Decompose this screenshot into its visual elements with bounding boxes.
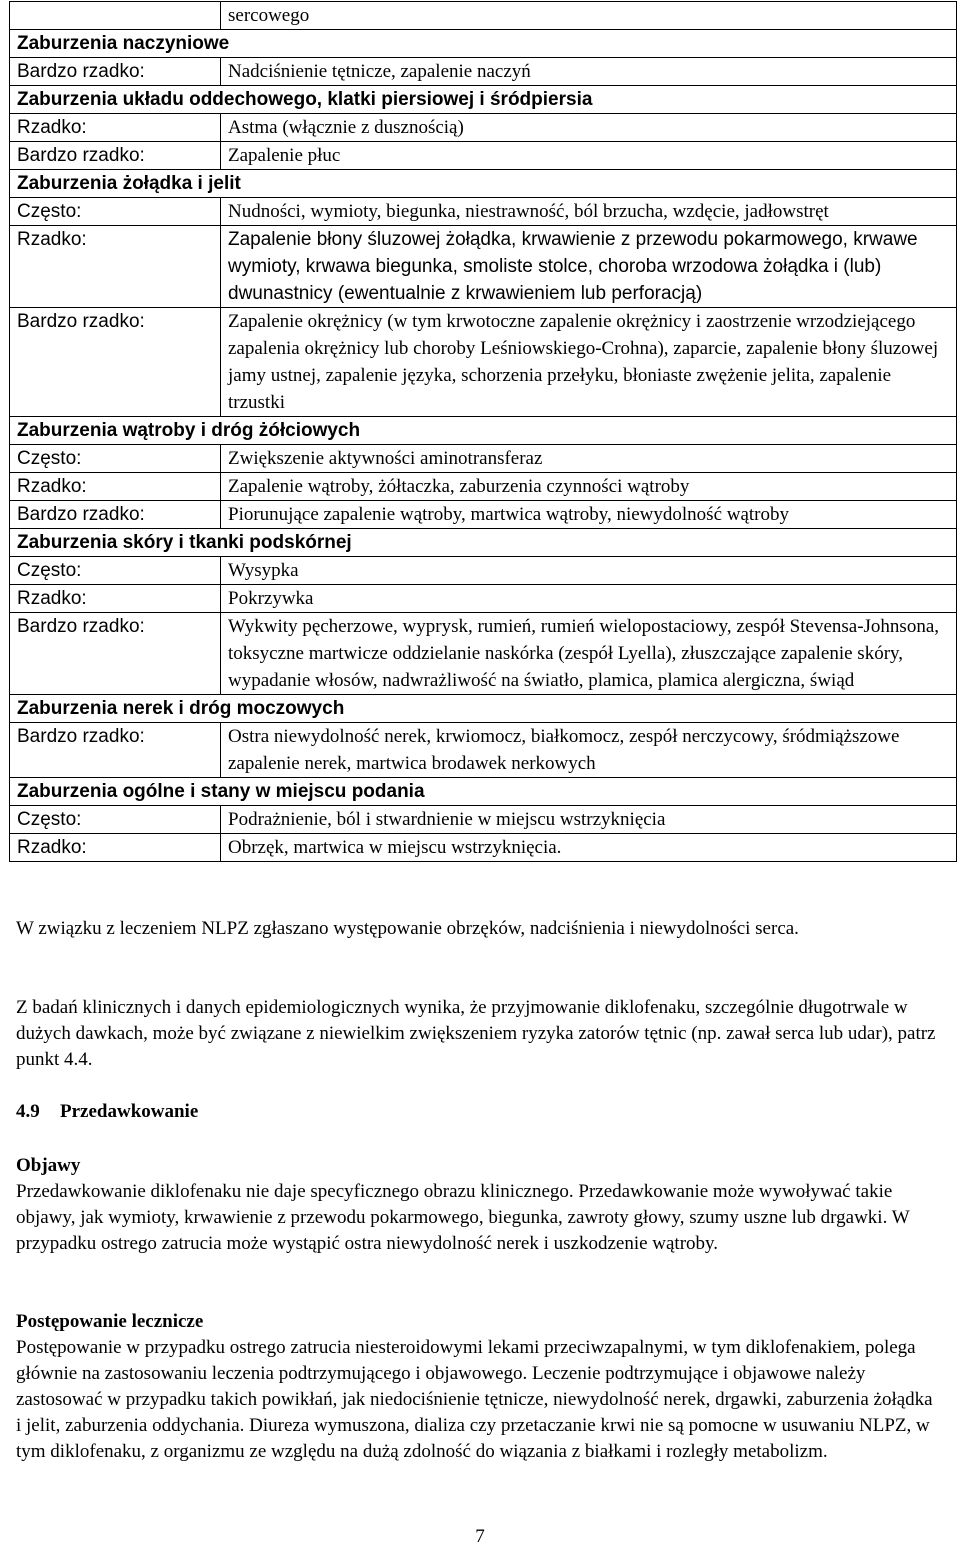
effect-description-cell: Astma (włącznie z dusznością) [221,114,957,142]
table-row [10,2,957,30]
frequency-cell: Rzadko: [10,585,221,613]
effect-description-cell: Podrażnienie, ból i stwardnienie w miejscu wstrzyknięcia [221,806,957,834]
effect-description-cell: Nadciśnienie tętnicze, zapalenie naczyń [221,58,957,86]
table-row-heading [10,170,957,198]
table-row [10,473,957,501]
frequency-cell: Rzadko: [10,226,221,308]
effect-description-cell: Obrzęk, martwica w miejscu wstrzyknięcia. [221,834,957,862]
frequency-cell: Rzadko: [10,473,221,501]
table-row-heading [10,417,957,445]
table-row-heading [10,778,957,806]
table-row [10,806,957,834]
system-organ-class-heading: Zaburzenia układu oddechowego, klatki piersiowej i śródpiersia [10,86,957,114]
frequency-cell: Bardzo rzadko: [10,501,221,529]
effect-description-cell: Wysypka [221,557,957,585]
frequency-cell: Bardzo rzadko: [10,613,221,695]
frequency-cell: Bardzo rzadko: [10,142,221,170]
effect-description-cell: Ostra niewydolność nerek, krwiomocz, białkomocz, zespół nerczycowy, śródmiąższowe zapalenie nerek, martwica brodawek nerkowych [221,723,957,778]
table-row [10,613,957,695]
effect-description-cell: Zapalenie okrężnicy (w tym krwotoczne zapalenie okrężnicy i zaostrzenie wrzodziejącego zapalenia okrężnicy lub choroby Leśniowskiego-Crohna), zaparcie, zapalenie błony śluzowej jamy ustnej, zapalenie języka, schorzenia przełyku, błoniaste zwężenie jelita, zapalenie trzustki [221,308,957,417]
effect-description-cell: Zapalenie płuc [221,142,957,170]
effect-description-cell: Zwiększenie aktywności aminotransferaz [221,445,957,473]
adverse-effects-table [9,1,957,862]
table-row-heading [10,86,957,114]
section-heading-overdose [16,1099,198,1125]
table-row [10,142,957,170]
table-row [10,308,957,417]
frequency-cell: Bardzo rzadko: [10,308,221,417]
table-row [10,445,957,473]
system-organ-class-heading: Zaburzenia wątroby i dróg żółciowych [10,417,957,445]
table-row [10,723,957,778]
frequency-cell [10,2,221,30]
paragraph-symptoms: Przedawkowanie diklofenaku nie daje specyficznego obrazu klinicznego. Przedawkowanie może wywoływać takie objawy, jak wymioty, krwawienie z przewodu pokarmowego, biegunka, zawroty głowy, szumy uszne lub drgawki. W przypadku ostrego zatrucia może wystąpić ostra niewydolność nerek i uszkodzenie wątroby. [16,1181,910,1254]
table-row [10,114,957,142]
table-row [10,585,957,613]
effect-description-cell: Pokrzywka [221,585,957,613]
table-row-heading [10,30,957,58]
frequency-cell: Bardzo rzadko: [10,723,221,778]
table-row [10,501,957,529]
system-organ-class-heading: Zaburzenia nerek i dróg moczowych [10,695,957,723]
frequency-cell: Często: [10,557,221,585]
table-row [10,834,957,862]
page-number: 7 [475,1526,485,1547]
table-row [10,58,957,86]
table-row-heading [10,529,957,557]
paragraph-treatment: Postępowanie w przypadku ostrego zatrucia niesteroidowymi lekami przeciwzapalnymi, w tym diklofenakiem, polega głównie na zastosowaniu leczenia podtrzymującego i objawowego. Leczenie podtrzymujące i objawowe należy zastosować w przypadku takich powikłań, jak niedociśnienie tętnicze, niewydolność nerek, drgawki, zaburzenia żołądka i jelit, zaburzenia oddychania. Diureza wymuszona, dializa czy przetaczanie krwi nie są pomocne w usuwaniu NLPZ, w tym diklofenaku, z organizmu ze względu na dużą zdolność do wiązania z białkami i rozległy metabolizm. [16,1337,933,1462]
system-organ-class-heading: Zaburzenia ogólne i stany w miejscu podania [10,778,957,806]
table-row-heading [10,695,957,723]
table-row [10,226,957,308]
paragraph-thrombosis-risk: Z badań klinicznych i danych epidemiologicznych wynika, że przyjmowanie diklofenaku, szczególnie długotrwale w dużych dawkach, może być związane z niewielkim zwiększeniem ryzyka zatorów tętnic (np. zawał serca lub udar), patrz punkt 4.4. [16,997,936,1070]
frequency-cell: Często: [10,806,221,834]
paragraph-nlpz-edema: W związku z leczeniem NLPZ zgłaszano występowanie obrzęków, nadciśnienia i niewydolności serca. [16,918,799,939]
table-row [10,557,957,585]
system-organ-class-heading: Zaburzenia żołądka i jelit [10,170,957,198]
system-organ-class-heading: Zaburzenia skóry i tkanki podskórnej [10,529,957,557]
table-row [10,198,957,226]
system-organ-class-heading: Zaburzenia naczyniowe [10,30,957,58]
frequency-cell: Rzadko: [10,834,221,862]
effect-description-cell: Nudności, wymioty, biegunka, niestrawność, ból brzucha, wzdęcie, jadłowstręt [221,198,957,226]
effect-description-cell: sercowego [221,2,957,30]
effect-description-cell: Zapalenie błony śluzowej żołądka, krwawienie z przewodu pokarmowego, krwawe wymioty, krwawa biegunka, smoliste stolce, choroba wrzodowa żołądka i (lub) dwunastnicy (ewentualnie z krwawieniem lub perforacją) [221,226,957,308]
section-title: Przedawkowanie [60,1101,199,1122]
subheading-symptoms: Objawy [16,1155,81,1176]
frequency-cell: Często: [10,445,221,473]
effect-description-cell: Piorunujące zapalenie wątroby, martwica wątroby, niewydolność wątroby [221,501,957,529]
effect-description-cell: Zapalenie wątroby, żółtaczka, zaburzenia czynności wątroby [221,473,957,501]
section-number: 4.9 [16,1101,40,1122]
frequency-cell: Często: [10,198,221,226]
frequency-cell: Bardzo rzadko: [10,58,221,86]
effect-description-cell: Wykwity pęcherzowe, wyprysk, rumień, rumień wielopostaciowy, zespół Stevensa-Johnsona, toksyczne martwicze oddzielanie naskórka (zespół Lyella), złuszczające zapalenie skóry, wypadanie włosów, nadwrażliwość na światło, plamica, plamica alergiczna, świąd [221,613,957,695]
adverse-effects-table-body [10,2,957,862]
subheading-treatment: Postępowanie lecznicze [16,1311,204,1332]
frequency-cell: Rzadko: [10,114,221,142]
